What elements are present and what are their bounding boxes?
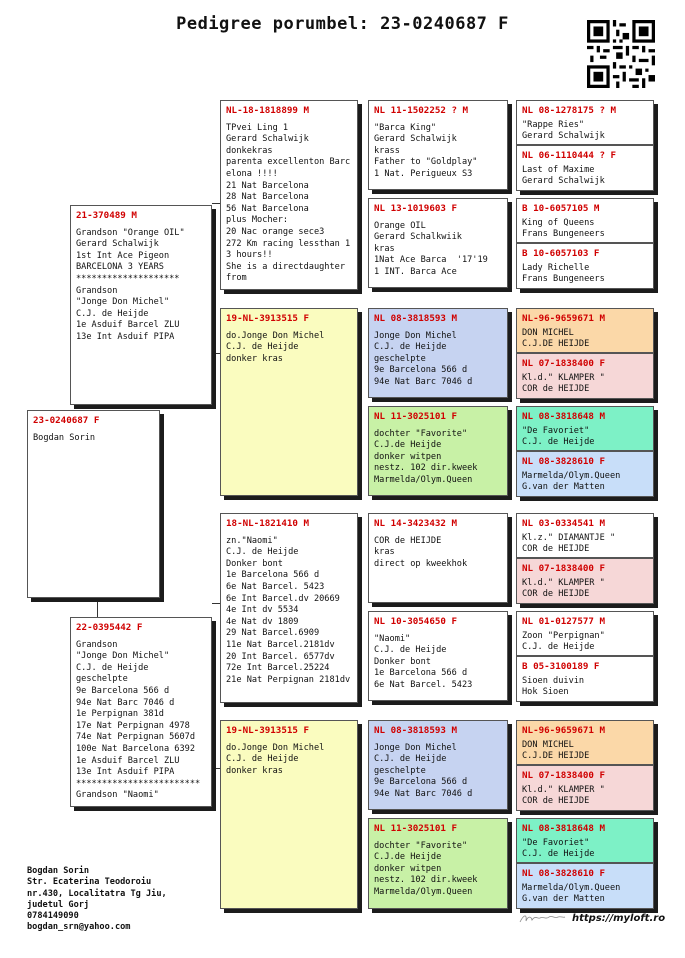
pigeon-card-g13[interactable] bbox=[516, 720, 654, 765]
detail-line: 13e Int Asduif PIPA bbox=[76, 767, 175, 778]
detail-line: do.Jonge Don Michel bbox=[226, 330, 325, 341]
detail-line: G.van der Matten bbox=[522, 482, 605, 493]
detail-line: 9e Barcelona 566 d bbox=[374, 777, 468, 788]
owner-info bbox=[27, 866, 167, 934]
connector-line bbox=[212, 203, 220, 204]
detail-line: do.Jonge Don Michel bbox=[226, 742, 325, 753]
detail-line: Gerard Schalkwiik bbox=[374, 232, 462, 243]
detail-line: Kl.d." KLAMPER " bbox=[522, 577, 605, 588]
pigeon-card-ff[interactable] bbox=[220, 100, 358, 290]
detail-line: 56 Nat Barcelona bbox=[226, 203, 309, 214]
detail-line: C.J. de Heijde bbox=[76, 662, 149, 673]
detail-line: 9e Barcelona 566 d bbox=[374, 365, 468, 376]
ring-number: 19-NL-3913515 F bbox=[226, 725, 309, 736]
detail-line: C.J. de Heijde bbox=[374, 754, 447, 765]
pigeon-card-g2[interactable] bbox=[516, 145, 654, 191]
detail-line: donker kras bbox=[226, 765, 283, 776]
detail-line: 74e Nat Perpignan 5607d bbox=[76, 732, 195, 743]
pigeon-card-g6[interactable] bbox=[516, 353, 654, 399]
detail-line: 1st Int Ace Pigeon bbox=[76, 250, 170, 261]
pigeon-card-g12[interactable] bbox=[516, 656, 654, 702]
detail-line: ******************** bbox=[76, 273, 180, 284]
owner-county: judetul Gorj bbox=[27, 899, 90, 910]
detail-line: Donker bont bbox=[226, 558, 283, 569]
detail-line: COR de HEIJDE bbox=[522, 544, 590, 555]
detail-line: C.J. de Heijde bbox=[522, 437, 595, 448]
ring-number: NL 06-1110444 ? F bbox=[522, 150, 617, 161]
detail-line: "Rappe Ries" bbox=[522, 119, 585, 130]
detail-line: Kl.z." DIAMANTJE " bbox=[522, 532, 616, 543]
detail-line: donker witpen bbox=[374, 451, 442, 462]
owner-email[interactable]: bogdan_srn@yahoo.com bbox=[27, 922, 131, 933]
detail-line: Gerard Schalwijk bbox=[522, 176, 605, 187]
detail-line: DON MICHEL bbox=[522, 739, 574, 750]
ring-number: NL 08-3828610 F bbox=[522, 868, 605, 879]
detail-line: donker kras bbox=[226, 353, 283, 364]
pigeon-card-father[interactable] bbox=[70, 205, 212, 405]
detail-line: 13e Int Asduif PIPA bbox=[76, 331, 175, 342]
pigeon-card-g3[interactable] bbox=[516, 198, 654, 243]
pigeon-card-fmm[interactable] bbox=[368, 406, 508, 496]
ring-number: NL 08-3818648 M bbox=[522, 411, 605, 422]
detail-line: C.J. de Heijde bbox=[226, 754, 299, 765]
pigeon-card-g7[interactable] bbox=[516, 406, 654, 451]
detail-line: King of Queens bbox=[522, 217, 595, 228]
detail-line: Gerard Schalwijk bbox=[374, 134, 457, 145]
detail-line: C.J. de Heijde bbox=[374, 645, 447, 656]
qr-code[interactable] bbox=[587, 20, 655, 88]
detail-line: direct op kweekhok bbox=[374, 558, 468, 569]
detail-line: "De Favoriet" bbox=[522, 425, 590, 436]
detail-line: 3 hours!! bbox=[226, 250, 273, 261]
ring-number: NL 07-1838400 F bbox=[522, 358, 605, 369]
detail-line: 6e Nat Barcel. 5423 bbox=[226, 581, 325, 592]
detail-line: 6e Nat Barcel. 5423 bbox=[374, 679, 473, 690]
ring-number: NL-18-1818899 M bbox=[226, 105, 309, 116]
detail-line: Kl.d." KLAMPER " bbox=[522, 784, 605, 795]
detail-line: Zoon "Perpignan" bbox=[522, 630, 605, 641]
detail-line: 9e Barcelona 566 d bbox=[76, 685, 170, 696]
owner-phone: 0784149090 bbox=[27, 911, 79, 922]
detail-line: Father to "Goldplay" bbox=[374, 157, 478, 168]
pigeon-card-g10[interactable] bbox=[516, 558, 654, 604]
ring-number: NL 13-1019603 F bbox=[374, 203, 457, 214]
detail-line: Hok Sioen bbox=[522, 687, 569, 698]
ring-number: 18-NL-1821410 M bbox=[226, 518, 309, 529]
connector-line bbox=[212, 353, 220, 354]
detail-line: Last of Maxime bbox=[522, 164, 595, 175]
detail-line: 21 Nat Barcelona bbox=[226, 180, 309, 191]
detail-line: C.J. de Heijde bbox=[522, 849, 595, 860]
detail-line: 94e Nat Barc 7046 d bbox=[374, 788, 473, 799]
ring-number: B 05-3100189 F bbox=[522, 661, 600, 672]
detail-line: 6e Int Barcel.dv 20669 bbox=[226, 593, 340, 604]
detail-line: 4e Int dv 5534 bbox=[226, 605, 299, 616]
detail-line: Kl.d." KLAMPER " bbox=[522, 372, 605, 383]
detail-line: 72e Int Barcel.25224 bbox=[226, 663, 330, 674]
detail-line: nestz. 102 dir.kweek bbox=[374, 463, 478, 474]
detail-line: COR de HEIJDE bbox=[522, 589, 590, 600]
ring-number: 19-NL-3913515 F bbox=[226, 313, 309, 324]
detail-line: 1Nat Ace Barca '17'19 bbox=[374, 255, 488, 266]
ring-number: NL 08-3818593 M bbox=[374, 313, 457, 324]
pigeon-card-g5[interactable] bbox=[516, 308, 654, 353]
page-title: Pedigree porumbel: 23-0240687 F bbox=[176, 14, 509, 34]
detail-line: Grandson "Naomi" bbox=[76, 790, 159, 801]
pigeon-card-mmm[interactable] bbox=[368, 818, 508, 909]
ring-number: NL 03-0334541 M bbox=[522, 518, 605, 529]
detail-line: Marmelda/Olym.Queen bbox=[374, 886, 473, 897]
owner-name: Bogdan Sorin bbox=[27, 866, 90, 876]
owner-address: nr.430, Localitatra Tg Jiu, bbox=[27, 888, 167, 899]
detail-line: C.J.DE HEIJDE bbox=[522, 339, 590, 350]
detail-line: 1e Perpignan 381d bbox=[76, 709, 164, 720]
detail-line: 11e Nat Barcel.2181dv bbox=[226, 639, 335, 650]
detail-line: C.J. de Heijde bbox=[374, 342, 447, 353]
ring-number: NL 08-3828610 F bbox=[522, 456, 605, 467]
detail-line: C.J. de Heijde bbox=[226, 547, 299, 558]
pigeon-card-fmf[interactable] bbox=[368, 308, 508, 398]
detail-line: Grandson bbox=[76, 639, 118, 650]
detail-line: geschelpte bbox=[374, 765, 426, 776]
ring-number: NL-96-9659671 M bbox=[522, 313, 605, 324]
ring-number: NL 08-3818648 M bbox=[522, 823, 605, 834]
connector-line bbox=[212, 603, 220, 604]
pigeon-card-mm[interactable] bbox=[220, 720, 358, 909]
ring-number: NL 07-1838400 F bbox=[522, 563, 605, 574]
detail-line: DON MICHEL bbox=[522, 327, 574, 338]
detail-line: 17e Nat Perpignan 4978 bbox=[76, 720, 190, 731]
pigeon-card-g9[interactable] bbox=[516, 513, 654, 558]
ring-number: B 10-6057103 F bbox=[522, 248, 600, 259]
ring-number: NL 08-3818593 M bbox=[374, 725, 457, 736]
pigeon-card-subject[interactable] bbox=[27, 410, 160, 598]
detail-line: "Jonge Don Michel" bbox=[76, 651, 170, 662]
detail-line: 28 Nat Barcelona bbox=[226, 192, 309, 203]
pigeon-card-g16[interactable] bbox=[516, 863, 654, 909]
detail-line: dochter "Favorite" bbox=[374, 840, 468, 851]
detail-line: TPvei Ling 1 bbox=[226, 122, 289, 133]
detail-line: Sioen duivin bbox=[522, 675, 585, 686]
pigeon-card-mfm[interactable] bbox=[368, 611, 508, 701]
detail-line: She is a directdaughter bbox=[226, 261, 345, 272]
detail-line: Frans Bungeneers bbox=[522, 229, 605, 240]
detail-line: G.van der Matten bbox=[522, 894, 605, 905]
website-link[interactable]: https://myloft.ro bbox=[572, 913, 666, 924]
ring-number: NL 08-1278175 ? M bbox=[522, 105, 617, 116]
detail-line: 1e Barcelona 566 d bbox=[226, 570, 320, 581]
ring-number: 22-0395442 F bbox=[76, 622, 143, 633]
pigeon-card-mff[interactable] bbox=[368, 513, 508, 603]
detail-line: "Barca King" bbox=[374, 122, 437, 133]
pigeon-card-mf[interactable] bbox=[220, 513, 358, 703]
detail-line: from bbox=[226, 273, 247, 284]
detail-line: Marmelda/Olym.Queen bbox=[374, 474, 473, 485]
detail-line: 4e Nat dv 1809 bbox=[226, 616, 299, 627]
detail-line: 272 Km racing lessthan 1 bbox=[226, 238, 351, 249]
detail-line: donkekras bbox=[226, 145, 273, 156]
detail-line: 1e Asduif Barcel ZLU bbox=[76, 320, 180, 331]
detail-line: C.J. de Heijde bbox=[522, 642, 595, 653]
detail-line: krass bbox=[374, 145, 400, 156]
detail-line: 29 Nat Barcel.6909 bbox=[226, 628, 320, 639]
pigeon-card-fm[interactable] bbox=[220, 308, 358, 496]
detail-line: 1 INT. Barca Ace bbox=[374, 266, 457, 277]
detail-line: dochter "Favorite" bbox=[374, 428, 468, 439]
owner-street: Str. Ecaterina Teodoroiu bbox=[27, 877, 152, 888]
detail-line: Orange OIL bbox=[374, 220, 426, 231]
detail-line: 1 Nat. Perigueux S3 bbox=[374, 168, 473, 179]
detail-line: kras bbox=[374, 547, 395, 558]
detail-line: 94e Nat Barc 7046 d bbox=[76, 697, 175, 708]
detail-line: elona !!!! bbox=[226, 168, 278, 179]
detail-line: 100e Nat Barcelona 6392 bbox=[76, 743, 195, 754]
detail-line: donker witpen bbox=[374, 863, 442, 874]
detail-line: 20 Int Barcel. 6577dv bbox=[226, 651, 335, 662]
detail-line: "Naomi" bbox=[374, 633, 411, 644]
ring-number: 23-0240687 F bbox=[33, 415, 100, 426]
ring-number: NL 14-3423432 M bbox=[374, 518, 457, 529]
detail-line: C.J.de Heijde bbox=[374, 852, 442, 863]
detail-line: geschelpte bbox=[76, 674, 128, 685]
detail-line: "De Favoriet" bbox=[522, 837, 590, 848]
pigeon-card-mother[interactable] bbox=[70, 617, 212, 807]
pigeon-card-fff[interactable] bbox=[368, 100, 508, 190]
detail-line: geschelpte bbox=[374, 353, 426, 364]
detail-line: 20 Nac orange sece3 bbox=[226, 226, 325, 237]
detail-line: nestz. 102 dir.kweek bbox=[374, 875, 478, 886]
detail-line: zn."Naomi" bbox=[226, 535, 278, 546]
ring-number: NL 01-0127577 M bbox=[522, 616, 605, 627]
detail-line: C.J. de Heijde bbox=[76, 308, 149, 319]
detail-line: COR de HEIJDE bbox=[522, 384, 590, 395]
pigeon-card-ffm[interactable] bbox=[368, 198, 508, 288]
detail-line: Gerard Schalwijk bbox=[76, 239, 159, 250]
detail-line: Bogdan Sorin bbox=[33, 432, 96, 443]
detail-line: Jonge Don Michel bbox=[374, 742, 457, 753]
ring-number: NL 11-1502252 ? M bbox=[374, 105, 469, 116]
detail-line: Jonge Don Michel bbox=[374, 330, 457, 341]
detail-line: Lady Richelle bbox=[522, 262, 590, 273]
connector-line bbox=[212, 768, 220, 769]
detail-line: BARCELONA 3 YEARS bbox=[76, 262, 164, 273]
ring-number: NL 11-3025101 F bbox=[374, 411, 457, 422]
pigeon-card-g11[interactable] bbox=[516, 611, 654, 656]
detail-line: Marmelda/Olym.Queen bbox=[522, 882, 621, 893]
ring-number: NL-96-9659671 M bbox=[522, 725, 605, 736]
detail-line: Grandson "Orange OIL" bbox=[76, 227, 185, 238]
detail-line: Marmelda/Olym.Queen bbox=[522, 470, 621, 481]
detail-line: 1e Asduif Barcel ZLU bbox=[76, 755, 180, 766]
detail-line: 1e Barcelona 566 d bbox=[374, 668, 468, 679]
detail-line: Donker bont bbox=[374, 656, 431, 667]
ring-number: NL 11-3025101 F bbox=[374, 823, 457, 834]
detail-line: C.J. de Heijde bbox=[226, 342, 299, 353]
ring-number: NL 10-3054650 F bbox=[374, 616, 457, 627]
detail-line: Gerard Schalwijk bbox=[522, 131, 605, 142]
detail-line: Frans Bungeneers bbox=[522, 274, 605, 285]
ring-number: B 10-6057105 M bbox=[522, 203, 600, 214]
detail-line: COR de HEIJDE bbox=[374, 535, 442, 546]
detail-line: 94e Nat Barc 7046 d bbox=[374, 376, 473, 387]
signature-image bbox=[518, 910, 566, 926]
detail-line: C.J.de Heijde bbox=[374, 440, 442, 451]
detail-line: C.J.DE HEIJDE bbox=[522, 751, 590, 762]
detail-line: plus Mocher: bbox=[226, 215, 289, 226]
detail-line: ************************ bbox=[76, 778, 201, 789]
detail-line: Grandson bbox=[76, 285, 118, 296]
pigeon-card-mmf[interactable] bbox=[368, 720, 508, 810]
pigeon-card-g1[interactable] bbox=[516, 100, 654, 145]
ring-number: NL 07-1838400 F bbox=[522, 770, 605, 781]
ring-number: 21-370489 M bbox=[76, 210, 137, 221]
pigeon-card-g14[interactable] bbox=[516, 765, 654, 811]
detail-line: parenta excellenton Barc bbox=[226, 157, 351, 168]
detail-line: kras bbox=[374, 243, 395, 254]
pigeon-card-g15[interactable] bbox=[516, 818, 654, 863]
pigeon-card-g8[interactable] bbox=[516, 451, 654, 497]
detail-line: COR de HEIJDE bbox=[522, 796, 590, 807]
detail-line: 21e Nat Perpignan 2181dv bbox=[226, 674, 351, 685]
pigeon-card-g4[interactable] bbox=[516, 243, 654, 289]
detail-line: "Jonge Don Michel" bbox=[76, 297, 170, 308]
detail-line: Gerard Schalwijk bbox=[226, 134, 309, 145]
